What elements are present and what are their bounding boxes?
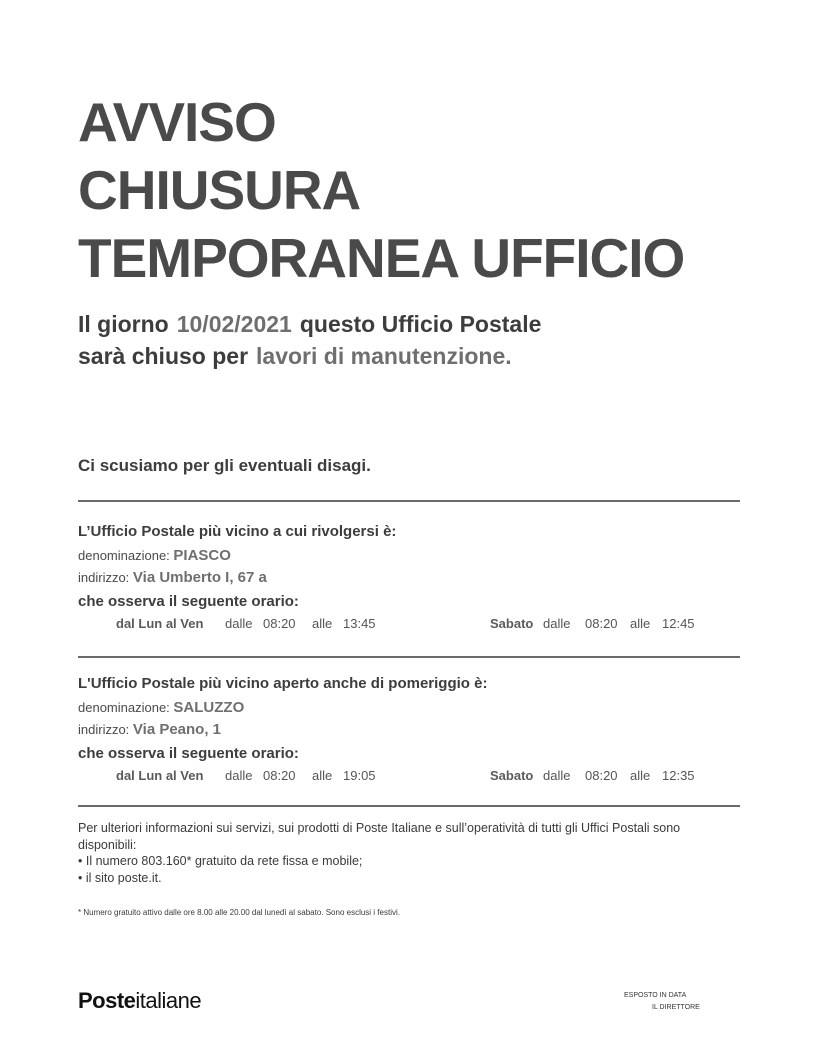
- office-address-row: [78, 719, 740, 741]
- lead-prefix: Il giorno: [78, 311, 169, 337]
- info-bullet-website: • il sito poste.it.: [78, 870, 162, 885]
- saturday-to-label: alle: [630, 768, 651, 783]
- weekdays-from-label: dalle: [225, 616, 253, 631]
- headline-line-2: CHIUSURA: [78, 159, 361, 221]
- saturday-close: 12:35: [662, 768, 695, 783]
- saturday-close: 12:45: [662, 616, 695, 631]
- office-name-row: [78, 545, 740, 567]
- posted-date-label: ESPOSTO IN DATA: [624, 992, 687, 999]
- weekdays-open: 08:20: [263, 768, 296, 783]
- office-address: Via Umberto I, 67 a: [132, 569, 267, 586]
- office-name: SALUZZO: [173, 699, 245, 716]
- divider: [78, 805, 740, 807]
- saturday-label: Sabato: [490, 768, 534, 783]
- apology-text: Ci scusiamo per gli eventuali disagi.: [78, 456, 371, 475]
- office-address-label: indirizzo:: [78, 722, 130, 737]
- footnote: * Numero gratuito attivo dalle ore 8.00 alle 20.00 dal lunedì al sabato. Sono esclusi i festivi.: [78, 908, 400, 917]
- closure-statement: [78, 308, 541, 372]
- office-address-label: indirizzo:: [78, 570, 130, 585]
- office-address-row: [78, 567, 740, 589]
- office-title: L'Ufficio Postale più vicino aperto anche di pomeriggio è:: [78, 675, 488, 692]
- office-name-label: denominazione:: [78, 548, 170, 563]
- weekdays-close: 13:45: [343, 616, 376, 631]
- headline-line-1: AVVISO: [78, 91, 276, 153]
- saturday-open: 08:20: [585, 768, 618, 783]
- headline: [78, 88, 684, 292]
- info-intro: Per ulteriori informazioni sui servizi, sui prodotti di Poste Italiane e sull’operatività di tutti gli Uffici Postali sono disponibili:: [78, 821, 681, 852]
- saturday-from-label: dalle: [543, 768, 571, 783]
- weekdays-to-label: alle: [312, 616, 333, 631]
- info-section: [78, 820, 740, 886]
- afternoon-office-block: [78, 674, 740, 787]
- office-title: L’Ufficio Postale più vicino a cui rivolgersi è:: [78, 523, 397, 540]
- poste-italiane-logo: [78, 988, 201, 1014]
- hours-title: che osserva il seguente orario:: [78, 745, 299, 762]
- office-address: Via Peano, 1: [132, 721, 222, 738]
- saturday-open: 08:20: [585, 616, 618, 631]
- office-name-row: [78, 697, 740, 719]
- divider: [78, 500, 740, 502]
- info-bullet-phone: • Il numero 803.160* gratuito da rete fissa e mobile;: [78, 854, 363, 868]
- weekdays-label: dal Lun al Ven: [116, 768, 204, 783]
- office-name-label: denominazione:: [78, 700, 170, 715]
- headline-line-3: TEMPORANEA UFFICIO: [78, 227, 685, 289]
- logo-light-part: italiane: [135, 988, 202, 1013]
- lead-line2-prefix: sarà chiuso per: [78, 343, 249, 369]
- saturday-from-label: dalle: [543, 616, 571, 631]
- hours-title: che osserva il seguente orario:: [78, 593, 299, 610]
- weekdays-close: 19:05: [343, 768, 376, 783]
- lead-middle: questo Ufficio Postale: [299, 311, 542, 337]
- director-label: IL DIRETTORE: [652, 1004, 700, 1011]
- nearest-office-block: [78, 522, 740, 635]
- weekdays-label: dal Lun al Ven: [116, 616, 204, 631]
- closure-reason: lavori di manutenzione.: [256, 343, 512, 369]
- hours-row: [78, 765, 740, 787]
- office-name: PIASCO: [173, 547, 231, 564]
- saturday-to-label: alle: [630, 616, 651, 631]
- closure-date: 10/02/2021: [176, 311, 292, 337]
- weekdays-open: 08:20: [263, 616, 296, 631]
- saturday-label: Sabato: [490, 616, 534, 631]
- weekdays-to-label: alle: [312, 768, 333, 783]
- hours-row: [78, 613, 740, 635]
- divider: [78, 656, 740, 658]
- weekdays-from-label: dalle: [225, 768, 253, 783]
- logo-bold-part: Poste: [78, 988, 136, 1013]
